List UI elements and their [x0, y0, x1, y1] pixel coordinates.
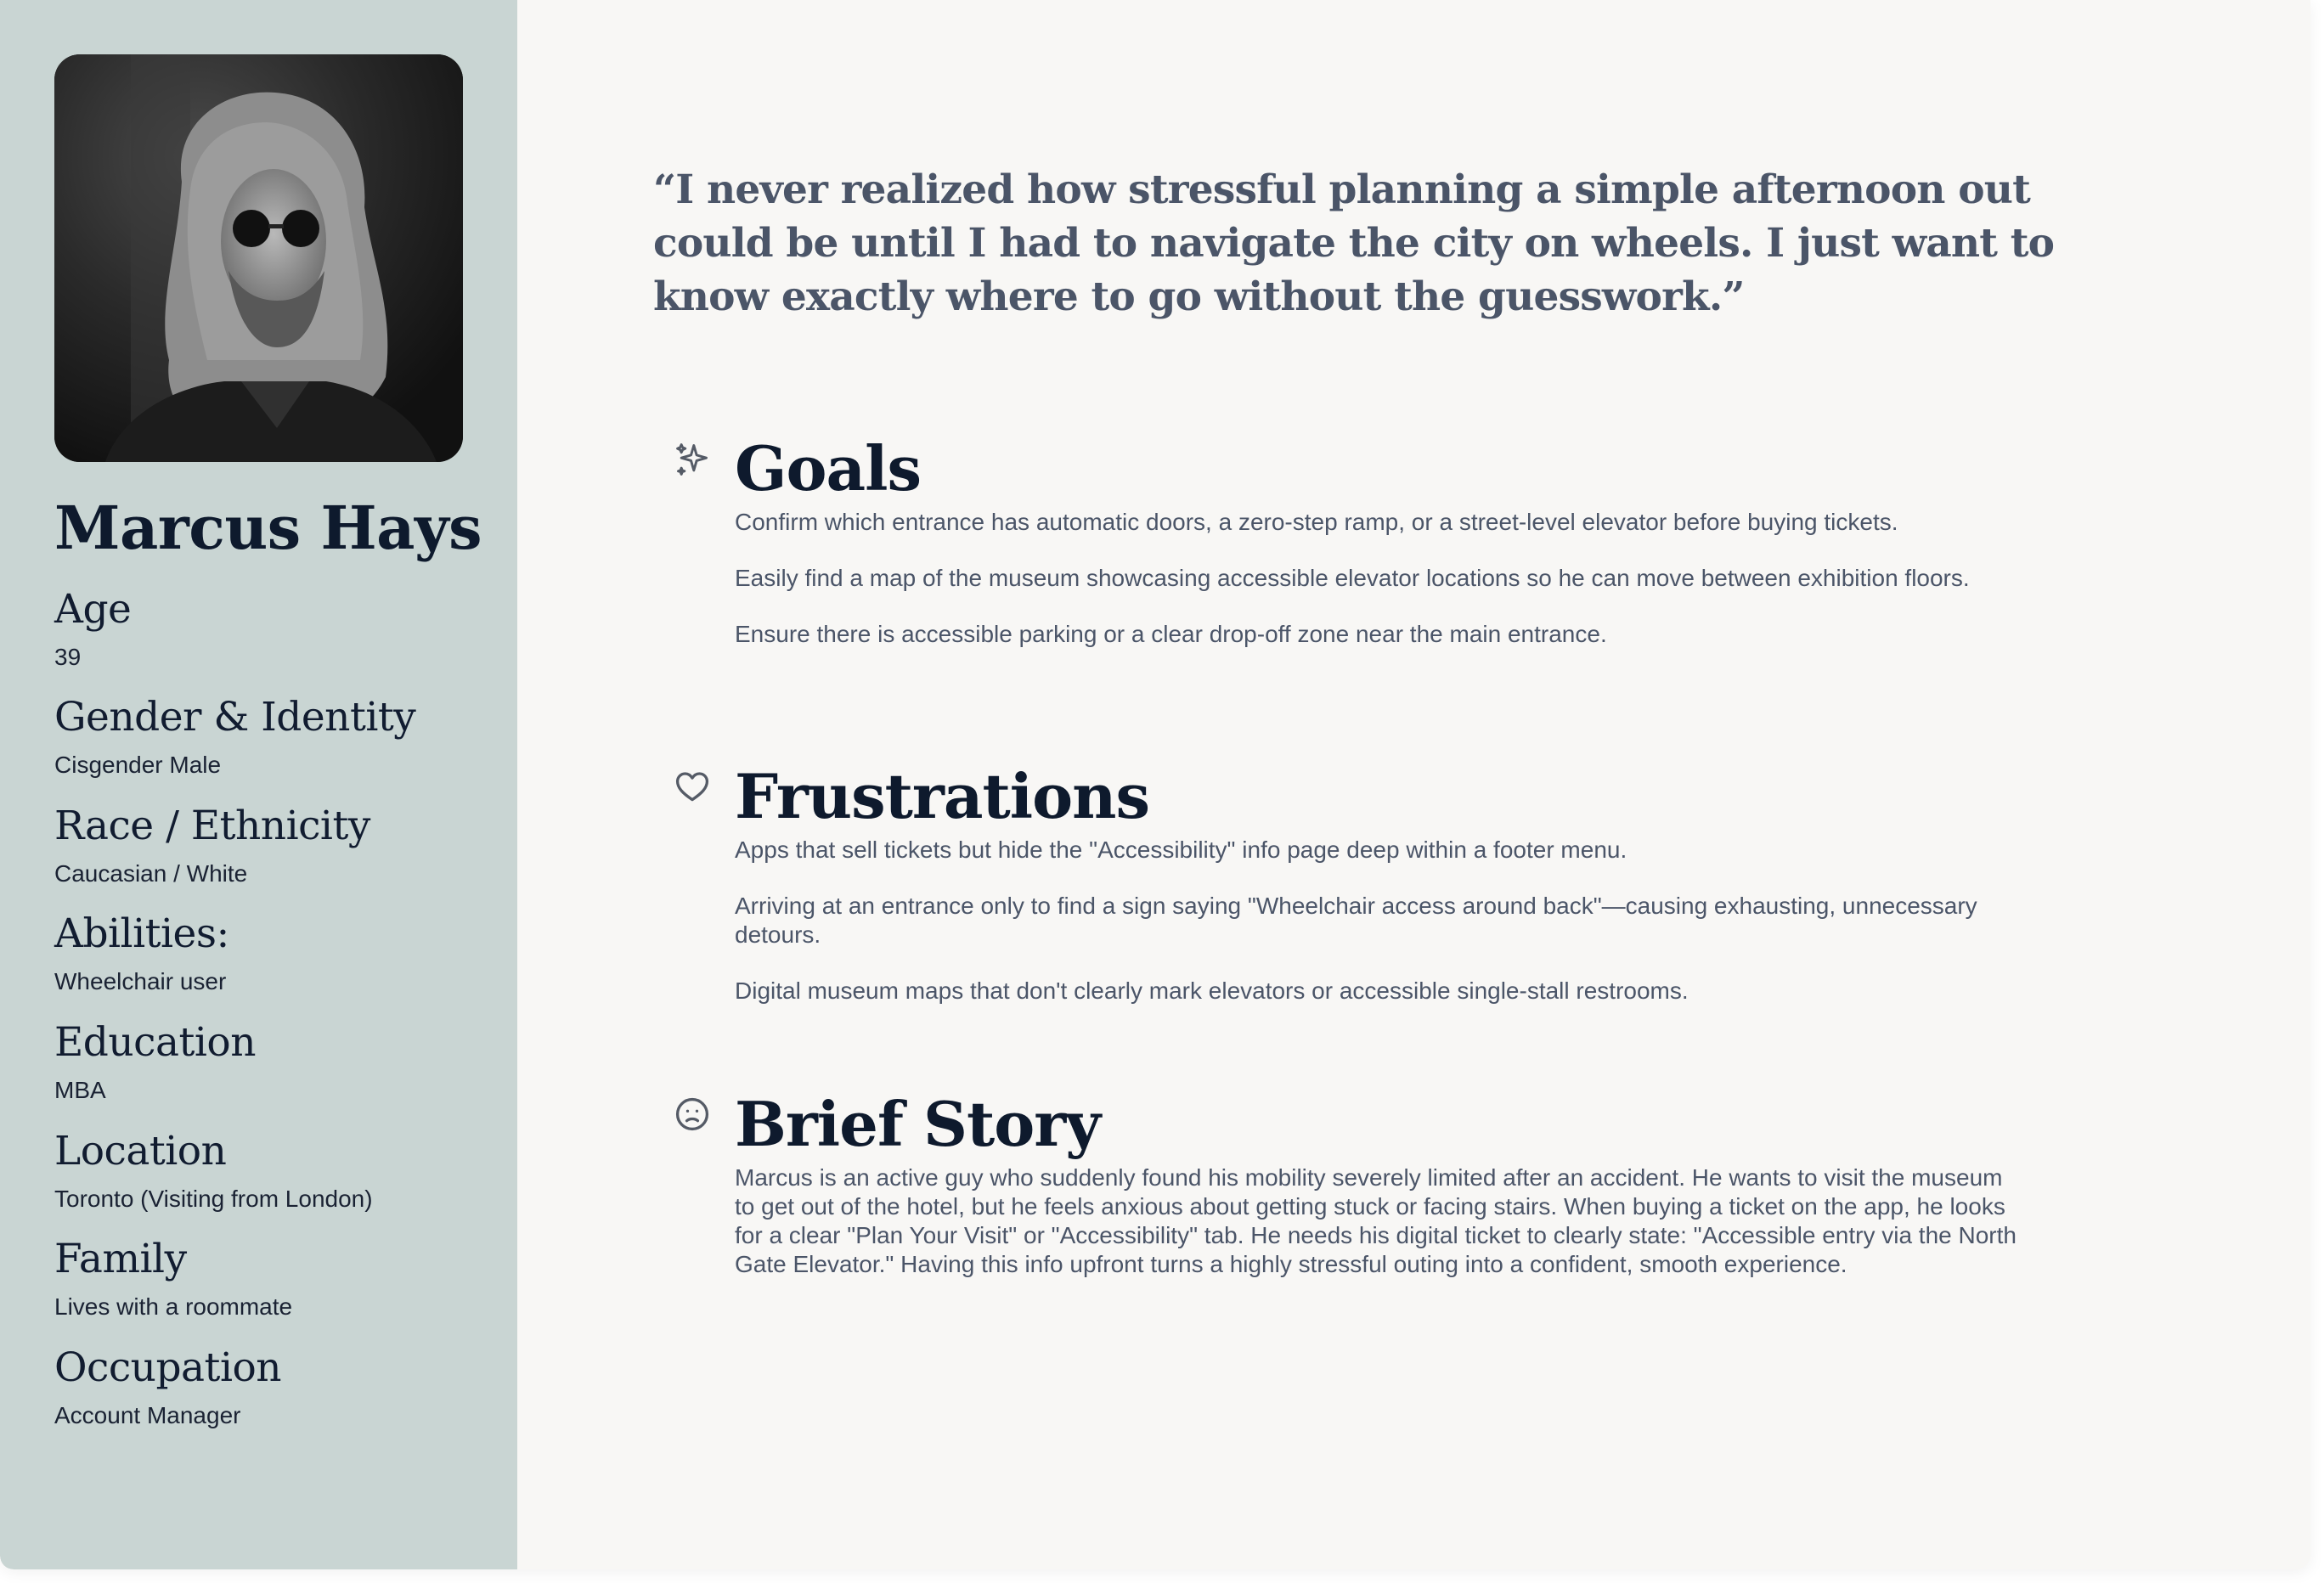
attr-value: Toronto (Visiting from London): [54, 1185, 373, 1212]
persona-name: Marcus Hays: [54, 493, 482, 563]
section-header: [653, 760, 1978, 832]
profile-sidebar: [0, 0, 517, 1569]
persona-main: [517, 0, 2310, 1569]
attr-label: Family: [54, 1236, 187, 1283]
attr-occupation: [54, 1345, 517, 1430]
attr-label: Gender & Identity: [54, 694, 416, 741]
story-body: [735, 1163, 2017, 1279]
attr-value: Account Manager: [54, 1402, 241, 1429]
list-item: Arriving at an entrance only to find a sign saying "Wheelchair access around back"—causing exhausting, unnecessary detours.: [735, 893, 1977, 948]
frustrations-list: [735, 836, 1978, 1006]
section-header: [653, 432, 1978, 504]
section-header: [653, 1090, 1978, 1158]
attr-value: Cisgender Male: [54, 752, 222, 779]
section-title: Goals: [735, 432, 922, 504]
attr-label: Race / Ethnicity: [54, 802, 370, 849]
goals-section: [653, 432, 1978, 676]
frustrations-section: [653, 760, 1978, 1033]
sparkles-icon: [653, 435, 735, 503]
attr-race: [54, 803, 517, 888]
list-item: Digital museum maps that don't clearly mark elevators or accessible single-stall restrooms.: [735, 977, 1689, 1004]
list-item: Easily find a map of the museum showcasing accessible elevator locations so he can move between exhibition floors.: [735, 565, 1970, 591]
attr-value: MBA: [54, 1077, 106, 1104]
attr-location: [54, 1129, 517, 1214]
persona-quote: “I never realized how stressful planning a simple afternoon out could be until I had to navigate the city on wheels. I just want to know exactly where to go without the guesswork.”: [653, 166, 2055, 320]
attr-value: Lives with a roommate: [54, 1293, 293, 1321]
list-item: Apps that sell tickets but hide the "Accessibility" info page deep within a footer menu.: [735, 837, 1627, 863]
attr-label: Education: [54, 1019, 256, 1067]
portrait-image: [54, 54, 463, 462]
list-item: Confirm which entrance has automatic doors, a zero-step ramp, or a street-level elevator before buying tickets.: [735, 509, 1898, 535]
attr-value: 39: [54, 643, 82, 670]
section-title: Brief Story: [735, 1088, 1101, 1160]
attr-age: [54, 587, 517, 672]
profile-photo: [54, 54, 463, 462]
attr-education: [54, 1020, 517, 1105]
attr-gender: [54, 695, 517, 780]
attr-family: [54, 1237, 517, 1321]
attr-label: Age: [54, 585, 132, 633]
attr-label: Abilities:: [54, 910, 229, 958]
goals-list: [735, 508, 1978, 649]
frown-face-icon: [653, 1090, 735, 1158]
section-title: Frustrations: [735, 760, 1150, 832]
attr-abilities: [54, 911, 517, 996]
story-text: Marcus is an active guy who suddenly found his mobility severely limited after an accident. He wants to visit the museum to get out of the hotel, but he feels anxious about getting stuck or facing stairs. When buying a ticket on the app, he looks for a clear "Plan Your Visit" or "Accessibility" tab. He needs his digital ticket to clearly state: "Accessible entry via the North Gate Elevator." Having this info upfront turns a highly stressful outing into a confident, smooth experience.: [735, 1164, 2017, 1277]
story-section: [653, 1088, 2017, 1306]
list-item: Ensure there is accessible parking or a clear drop-off zone near the main entrance.: [735, 621, 1607, 647]
attr-label: Occupation: [54, 1344, 282, 1391]
attr-label: Location: [54, 1127, 227, 1175]
heart-icon: [653, 763, 735, 831]
attr-value: Caucasian / White: [54, 859, 248, 887]
attr-value: Wheelchair user: [54, 968, 227, 995]
